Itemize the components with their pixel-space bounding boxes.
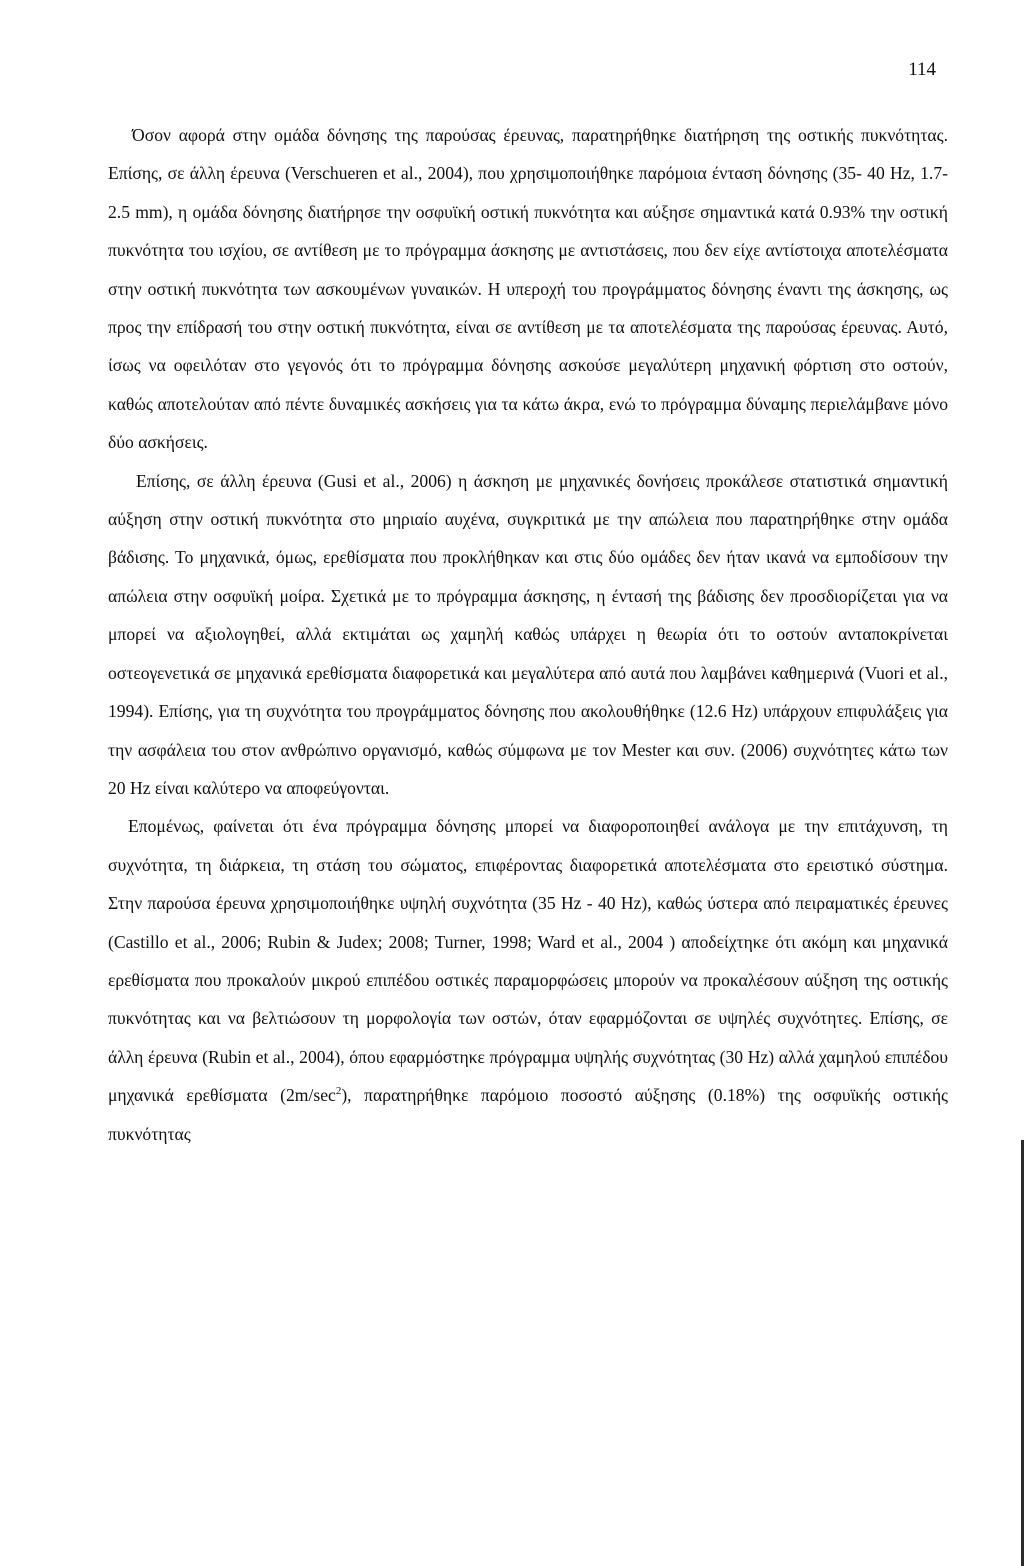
page-number: 114 [908, 59, 936, 80]
body-text [108, 116, 948, 1153]
paragraph-conclusion-tail: ), παρατηρήθηκε παρόμοιο ποσοστό αύξησης (0.18%) της οσφυϊκής οστικής πυκνότητας [108, 1085, 948, 1144]
paragraph-conclusion [108, 807, 948, 1153]
paragraph-vibration-group: Όσον αφορά στην ομάδα δόνησης της παρούσας έρευνας, παρατηρήθηκε διατήρηση της οστικής πυκνότητας. Επίσης, σε άλλη έρευνα (Verschueren et al., 2004), που χρησιμοποιήθηκε παρόμοια ένταση δόνησης (35- 40 Hz, 1.7-2.5 mm), η ομάδα δόνησης διατήρησε την οσφυϊκή οστική πυκνότητα και αύξησε σημαντικά κατά 0.93% την οστική πυκνότητα του ισχίου, σε αντίθεση με το πρόγραμμα άσκησης με αντιστάσεις, που δεν είχε αντίστοιχα αποτελέσματα στην οστική πυκνότητα των ασκουμένων γυναικών. Η υπεροχή του προγράμματος δόνησης έναντι της άσκησης, ως προς την επίδρασή του στην οστική πυκνότητα, είναι σε αντίθεση με τα αποτελέσματα της παρούσας έρευνας. Αυτό, ίσως να οφειλόταν στο γεγονός ότι το πρόγραμμα δόνησης ασκούσε μεγαλύτερη μηχανική φόρτιση στο οστούν, καθώς αποτελούταν από πέντε δυναμικές ασκήσεις για τα κάτω άκρα, ενώ το πρόγραμμα δύναμης περιελάμβανε μόνο δύο ασκήσεις. [108, 125, 948, 453]
superscript-exponent: 2 [335, 1085, 342, 1098]
paragraph-conclusion-text: Επομένως, φαίνεται ότι ένα πρόγραμμα δόνησης μπορεί να διαφοροποιηθεί ανάλογα με την επιτάχυνση, τη συχνότητα, τη διάρκεια, τη στάση του σώματος, επιφέροντας διαφορετικά αποτελέσματα στο ερειστικό σύστημα. Στην παρούσα έρευνα χρησιμοποιήθηκε υψηλή συχνότητα (35 Hz - 40 Hz), καθώς ύστερα από πειραματικές έρευνες (Castillo et al., 2006; Rubin & Judex; 2008; Turner, 1998; Ward et al., 2004 ) αποδείχτηκε ότι ακόμη και μηχανικά ερεθίσματα που προκαλούν μικρού επιπέδου οστικές παραμορφώσεις μπορούν να προκαλέσουν αύξηση της οστικής πυκνότητας και να βελτιώσουν τη μορφολογία των οστών, όταν εφαρμόζονται σε υψηλές συχνότητες. Επίσης, σε άλλη έρευνα (Rubin et al., 2004), όπου εφαρμόστηκε πρόγραμμα υψηλής συχνότητας (30 Hz) αλλά χαμηλού επιπέδου μηχανικά ερεθίσματα (2m/sec [108, 816, 948, 1106]
paragraph-gusi-study: Επίσης, σε άλλη έρευνα (Gusi et al., 2006) η άσκηση με μηχανικές δονήσεις προκάλεσε στατιστικά σημαντική αύξηση στην οστική πυκνότητα στο μηριαίο αυχένα, συγκριτικά με την απώλεια που παρατηρήθηκε στην ομάδα βάδισης. Το μηχανικά, όμως, ερεθίσματα που προκλήθηκαν και στις δύο ομάδες δεν ήταν ικανά να εμποδίσουν την απώλεια στην οσφυϊκή μοίρα. Σχετικά με το πρόγραμμα άσκησης, η έντασή της βάδισης δεν προσδιορίζεται για να μπορεί να αξιολογηθεί, αλλά εκτιμάται ως χαμηλή καθώς υπάρχει η θεωρία ότι το οστούν ανταποκρίνεται οστεογενετικά σε μηχανικά ερεθίσματα διαφορετικά και μεγαλύτερα από αυτά που λαμβάνει καθημερινά (Vuori et al., 1994). Επίσης, για τη συχνότητα του προγράμματος δόνησης που ακολουθήθηκε (12.6 Hz) υπάρχουν επιφυλάξεις για την ασφάλεια του στον ανθρώπινο οργανισμό, καθώς σύμφωνα με τον Mester και συν. (2006) συχνότητες κάτω των 20 Hz είναι καλύτερο να αποφεύγονται. [108, 470, 948, 798]
